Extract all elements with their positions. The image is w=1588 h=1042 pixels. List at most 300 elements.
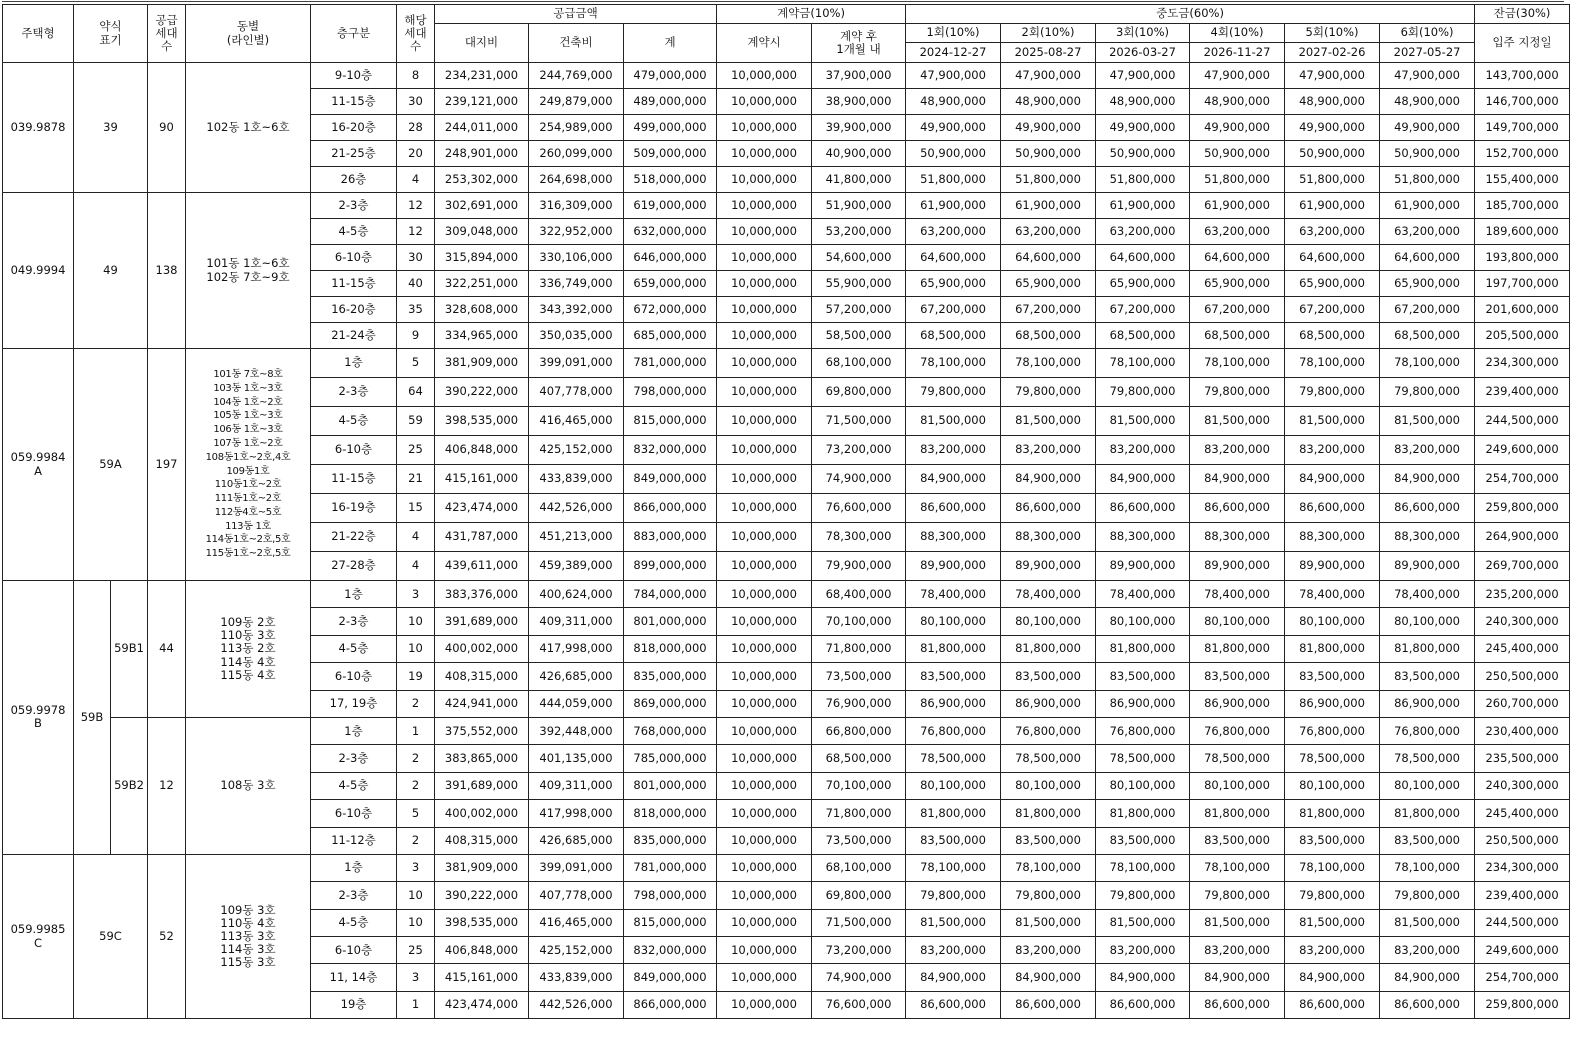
installment-1-amount: 76,800,000 xyxy=(906,717,1001,744)
installment-2-amount: 79,800,000 xyxy=(1001,882,1096,909)
floor-unit-count: 12 xyxy=(397,193,435,219)
col-header-land: 대지비 xyxy=(435,24,529,63)
floor-range: 27-28층 xyxy=(311,552,397,581)
contract-after-month: 57,200,000 xyxy=(812,297,906,323)
installment-6-amount: 84,900,000 xyxy=(1380,465,1475,494)
land-price: 406,848,000 xyxy=(435,436,529,465)
floor-range: 11-15층 xyxy=(311,89,397,115)
installment-2-amount: 51,800,000 xyxy=(1001,167,1096,193)
floor-range: 4-5층 xyxy=(311,909,397,936)
col-header-contract-after: 계약 후 1개월 내 xyxy=(812,24,906,63)
land-price: 408,315,000 xyxy=(435,827,529,854)
installment-1-amount: 49,900,000 xyxy=(906,115,1001,141)
installment-5-amount: 61,900,000 xyxy=(1285,193,1380,219)
col-header-installment-6: 6회(10%) xyxy=(1380,24,1475,43)
balance-amount: 152,700,000 xyxy=(1475,141,1570,167)
land-price: 390,222,000 xyxy=(435,882,529,909)
col-header-dong: 동별 (라인별) xyxy=(186,5,311,63)
installment-4-amount: 79,800,000 xyxy=(1190,378,1285,407)
installment-2-amount: 88,300,000 xyxy=(1001,523,1096,552)
building-price: 417,998,000 xyxy=(529,800,624,827)
contract-after-month: 79,900,000 xyxy=(812,552,906,581)
installment-2-amount: 49,900,000 xyxy=(1001,115,1096,141)
contract-after-month: 78,300,000 xyxy=(812,523,906,552)
installment-1-amount: 83,500,000 xyxy=(906,663,1001,690)
installment-3-amount: 63,200,000 xyxy=(1096,219,1190,245)
installment-1-amount: 83,200,000 xyxy=(906,937,1001,964)
dong-lines: 101동 1호~6호 102동 7호~9호 xyxy=(186,193,311,349)
contract-at-signing: 10,000,000 xyxy=(717,772,812,799)
unit-type: 059.9984 A xyxy=(3,349,74,581)
installment-4-amount: 63,200,000 xyxy=(1190,219,1285,245)
floor-unit-count: 1 xyxy=(397,717,435,744)
contract-at-signing: 10,000,000 xyxy=(717,523,812,552)
building-price: 451,213,000 xyxy=(529,523,624,552)
contract-after-month: 68,100,000 xyxy=(812,854,906,881)
installment-5-amount: 65,900,000 xyxy=(1285,271,1380,297)
installment-3-amount: 83,500,000 xyxy=(1096,663,1190,690)
land-price: 400,002,000 xyxy=(435,800,529,827)
building-price: 330,106,000 xyxy=(529,245,624,271)
floor-unit-count: 35 xyxy=(397,297,435,323)
total-price: 646,000,000 xyxy=(624,245,717,271)
installment-2-amount: 50,900,000 xyxy=(1001,141,1096,167)
total-price: 784,000,000 xyxy=(624,581,717,608)
installment-5-amount: 67,200,000 xyxy=(1285,297,1380,323)
installment-4-amount: 78,500,000 xyxy=(1190,745,1285,772)
building-price: 399,091,000 xyxy=(529,854,624,881)
balance-amount: 254,700,000 xyxy=(1475,465,1570,494)
installment-5-amount: 83,500,000 xyxy=(1285,663,1380,690)
balance-amount: 189,600,000 xyxy=(1475,219,1570,245)
installment-1-amount: 68,500,000 xyxy=(906,323,1001,349)
floor-range: 21-24층 xyxy=(311,323,397,349)
installment-4-amount: 81,800,000 xyxy=(1190,635,1285,662)
total-price: 499,000,000 xyxy=(624,115,717,141)
land-price: 248,901,000 xyxy=(435,141,529,167)
installment-5-amount: 84,900,000 xyxy=(1285,465,1380,494)
installment-2-amount: 78,400,000 xyxy=(1001,581,1096,608)
floor-unit-count: 12 xyxy=(397,219,435,245)
floor-range: 2-3층 xyxy=(311,608,397,635)
land-price: 415,161,000 xyxy=(435,964,529,991)
floor-unit-count: 4 xyxy=(397,552,435,581)
total-price: 849,000,000 xyxy=(624,964,717,991)
installment-4-amount: 88,300,000 xyxy=(1190,523,1285,552)
total-price: 685,000,000 xyxy=(624,323,717,349)
table-row xyxy=(3,349,1570,378)
contract-after-month: 70,100,000 xyxy=(812,608,906,635)
installment-4-amount: 51,800,000 xyxy=(1190,167,1285,193)
price-table-container xyxy=(2,4,1570,1019)
installment-3-amount: 81,800,000 xyxy=(1096,800,1190,827)
balance-amount: 235,500,000 xyxy=(1475,745,1570,772)
installment-4-amount: 68,500,000 xyxy=(1190,323,1285,349)
floor-range: 1층 xyxy=(311,581,397,608)
supply-units: 52 xyxy=(148,854,186,1018)
contract-at-signing: 10,000,000 xyxy=(717,494,812,523)
installment-6-amount: 83,500,000 xyxy=(1380,663,1475,690)
floor-unit-count: 2 xyxy=(397,827,435,854)
floor-unit-count: 5 xyxy=(397,800,435,827)
installment-4-amount: 49,900,000 xyxy=(1190,115,1285,141)
floor-unit-count: 15 xyxy=(397,494,435,523)
installment-2-amount: 81,500,000 xyxy=(1001,407,1096,436)
floor-unit-count: 59 xyxy=(397,407,435,436)
installment-3-amount: 78,100,000 xyxy=(1096,349,1190,378)
installment-2-amount: 86,600,000 xyxy=(1001,494,1096,523)
total-price: 869,000,000 xyxy=(624,690,717,717)
balance-amount: 205,500,000 xyxy=(1475,323,1570,349)
installment-6-amount: 76,800,000 xyxy=(1380,717,1475,744)
building-price: 416,465,000 xyxy=(529,909,624,936)
land-price: 322,251,000 xyxy=(435,271,529,297)
floor-range: 6-10층 xyxy=(311,245,397,271)
land-price: 391,689,000 xyxy=(435,608,529,635)
contract-after-month: 55,900,000 xyxy=(812,271,906,297)
floor-unit-count: 28 xyxy=(397,115,435,141)
building-price: 254,989,000 xyxy=(529,115,624,141)
balance-amount: 259,800,000 xyxy=(1475,991,1570,1018)
contract-after-month: 69,800,000 xyxy=(812,882,906,909)
balance-amount: 254,700,000 xyxy=(1475,964,1570,991)
installment-3-amount: 89,900,000 xyxy=(1096,552,1190,581)
total-price: 781,000,000 xyxy=(624,854,717,881)
building-price: 260,099,000 xyxy=(529,141,624,167)
installment-6-amount: 83,500,000 xyxy=(1380,827,1475,854)
installment-4-amount: 81,800,000 xyxy=(1190,800,1285,827)
installment-3-amount: 68,500,000 xyxy=(1096,323,1190,349)
floor-unit-count: 40 xyxy=(397,271,435,297)
building-price: 425,152,000 xyxy=(529,937,624,964)
installment-5-amount: 81,500,000 xyxy=(1285,909,1380,936)
installment-5-amount: 81,800,000 xyxy=(1285,635,1380,662)
installment-4-amount: 86,600,000 xyxy=(1190,494,1285,523)
floor-range: 16-19층 xyxy=(311,494,397,523)
total-price: 801,000,000 xyxy=(624,772,717,799)
abbr-label: 39 xyxy=(74,63,148,193)
contract-after-month: 71,800,000 xyxy=(812,635,906,662)
building-price: 409,311,000 xyxy=(529,772,624,799)
col-header-abbr: 약식 표기 xyxy=(74,5,148,63)
installment-4-amount: 83,500,000 xyxy=(1190,663,1285,690)
installment-5-amount: 81,500,000 xyxy=(1285,407,1380,436)
total-price: 768,000,000 xyxy=(624,717,717,744)
installment-1-amount: 80,100,000 xyxy=(906,772,1001,799)
installment-4-amount: 48,900,000 xyxy=(1190,89,1285,115)
building-price: 407,778,000 xyxy=(529,378,624,407)
installment-5-amount: 51,800,000 xyxy=(1285,167,1380,193)
land-price: 253,302,000 xyxy=(435,167,529,193)
building-price: 322,952,000 xyxy=(529,219,624,245)
col-header-supply: 공급금액 xyxy=(435,5,717,24)
installment-2-amount: 81,800,000 xyxy=(1001,800,1096,827)
balance-amount: 193,800,000 xyxy=(1475,245,1570,271)
contract-at-signing: 10,000,000 xyxy=(717,465,812,494)
abbr-label: 59C xyxy=(74,854,148,1018)
contract-after-month: 69,800,000 xyxy=(812,378,906,407)
floor-unit-count: 10 xyxy=(397,635,435,662)
installment-2-amount: 63,200,000 xyxy=(1001,219,1096,245)
installment-4-amount: 65,900,000 xyxy=(1190,271,1285,297)
building-price: 316,309,000 xyxy=(529,193,624,219)
installment-5-amount: 68,500,000 xyxy=(1285,323,1380,349)
total-price: 849,000,000 xyxy=(624,465,717,494)
installment-3-amount: 49,900,000 xyxy=(1096,115,1190,141)
installment-4-amount: 80,100,000 xyxy=(1190,772,1285,799)
installment-6-amount: 86,600,000 xyxy=(1380,494,1475,523)
installment-4-amount: 86,900,000 xyxy=(1190,690,1285,717)
contract-at-signing: 10,000,000 xyxy=(717,854,812,881)
installment-6-amount: 78,100,000 xyxy=(1380,854,1475,881)
balance-amount: 234,300,000 xyxy=(1475,854,1570,881)
floor-unit-count: 10 xyxy=(397,882,435,909)
contract-after-month: 74,900,000 xyxy=(812,964,906,991)
land-price: 383,376,000 xyxy=(435,581,529,608)
installment-6-amount: 83,200,000 xyxy=(1380,937,1475,964)
contract-at-signing: 10,000,000 xyxy=(717,271,812,297)
land-price: 239,121,000 xyxy=(435,89,529,115)
building-price: 401,135,000 xyxy=(529,745,624,772)
col-header-date-4: 2026-11-27 xyxy=(1190,43,1285,63)
contract-at-signing: 10,000,000 xyxy=(717,349,812,378)
installment-1-amount: 65,900,000 xyxy=(906,271,1001,297)
installment-5-amount: 86,600,000 xyxy=(1285,991,1380,1018)
abbr-label: 59B xyxy=(74,581,111,855)
dong-lines: 109동 3호 110동 4호 113동 3호 114동 3호 115동 3호 xyxy=(186,854,311,1018)
installment-6-amount: 49,900,000 xyxy=(1380,115,1475,141)
floor-unit-count: 10 xyxy=(397,608,435,635)
installment-1-amount: 51,800,000 xyxy=(906,167,1001,193)
installment-4-amount: 78,100,000 xyxy=(1190,349,1285,378)
balance-amount: 146,700,000 xyxy=(1475,89,1570,115)
balance-amount: 245,400,000 xyxy=(1475,635,1570,662)
total-price: 489,000,000 xyxy=(624,89,717,115)
floor-range: 21-22층 xyxy=(311,523,397,552)
contract-after-month: 53,200,000 xyxy=(812,219,906,245)
installment-6-amount: 50,900,000 xyxy=(1380,141,1475,167)
table-header xyxy=(3,5,1570,63)
balance-amount: 269,700,000 xyxy=(1475,552,1570,581)
contract-after-month: 71,500,000 xyxy=(812,909,906,936)
total-price: 798,000,000 xyxy=(624,378,717,407)
floor-range: 26층 xyxy=(311,167,397,193)
installment-5-amount: 83,200,000 xyxy=(1285,436,1380,465)
floor-range: 19층 xyxy=(311,991,397,1018)
floor-unit-count: 1 xyxy=(397,991,435,1018)
land-price: 424,941,000 xyxy=(435,690,529,717)
floor-unit-count: 3 xyxy=(397,964,435,991)
installment-4-amount: 79,800,000 xyxy=(1190,882,1285,909)
installment-2-amount: 48,900,000 xyxy=(1001,89,1096,115)
floor-range: 17, 19층 xyxy=(311,690,397,717)
contract-after-month: 76,900,000 xyxy=(812,690,906,717)
installment-2-amount: 83,200,000 xyxy=(1001,436,1096,465)
installment-6-amount: 80,100,000 xyxy=(1380,608,1475,635)
installment-5-amount: 49,900,000 xyxy=(1285,115,1380,141)
floor-range: 16-20층 xyxy=(311,297,397,323)
land-price: 383,865,000 xyxy=(435,745,529,772)
floor-range: 1층 xyxy=(311,349,397,378)
land-price: 302,691,000 xyxy=(435,193,529,219)
installment-4-amount: 78,400,000 xyxy=(1190,581,1285,608)
installment-3-amount: 86,600,000 xyxy=(1096,991,1190,1018)
floor-unit-count: 10 xyxy=(397,909,435,936)
installment-3-amount: 79,800,000 xyxy=(1096,882,1190,909)
land-price: 390,222,000 xyxy=(435,378,529,407)
installment-6-amount: 84,900,000 xyxy=(1380,964,1475,991)
total-price: 835,000,000 xyxy=(624,663,717,690)
building-price: 264,698,000 xyxy=(529,167,624,193)
contract-at-signing: 10,000,000 xyxy=(717,909,812,936)
installment-1-amount: 84,900,000 xyxy=(906,465,1001,494)
installment-4-amount: 76,800,000 xyxy=(1190,717,1285,744)
floor-range: 11, 14층 xyxy=(311,964,397,991)
contract-at-signing: 10,000,000 xyxy=(717,937,812,964)
installment-2-amount: 81,800,000 xyxy=(1001,635,1096,662)
contract-after-month: 38,900,000 xyxy=(812,89,906,115)
installment-4-amount: 83,200,000 xyxy=(1190,436,1285,465)
contract-at-signing: 10,000,000 xyxy=(717,378,812,407)
building-price: 442,526,000 xyxy=(529,494,624,523)
installment-6-amount: 86,900,000 xyxy=(1380,690,1475,717)
contract-at-signing: 10,000,000 xyxy=(717,115,812,141)
building-price: 336,749,000 xyxy=(529,271,624,297)
total-price: 883,000,000 xyxy=(624,523,717,552)
floor-unit-count: 4 xyxy=(397,167,435,193)
col-header-date-6: 2027-05-27 xyxy=(1380,43,1475,63)
contract-at-signing: 10,000,000 xyxy=(717,407,812,436)
installment-5-amount: 80,100,000 xyxy=(1285,608,1380,635)
balance-amount: 250,500,000 xyxy=(1475,827,1570,854)
installment-3-amount: 48,900,000 xyxy=(1096,89,1190,115)
balance-amount: 239,400,000 xyxy=(1475,378,1570,407)
contract-at-signing: 10,000,000 xyxy=(717,717,812,744)
contract-after-month: 37,900,000 xyxy=(812,63,906,89)
installment-1-amount: 61,900,000 xyxy=(906,193,1001,219)
installment-4-amount: 86,600,000 xyxy=(1190,991,1285,1018)
contract-at-signing: 10,000,000 xyxy=(717,245,812,271)
installment-5-amount: 78,100,000 xyxy=(1285,854,1380,881)
installment-6-amount: 61,900,000 xyxy=(1380,193,1475,219)
contract-after-month: 73,200,000 xyxy=(812,436,906,465)
installment-3-amount: 84,900,000 xyxy=(1096,465,1190,494)
land-price: 398,535,000 xyxy=(435,407,529,436)
installment-1-amount: 63,200,000 xyxy=(906,219,1001,245)
installment-6-amount: 63,200,000 xyxy=(1380,219,1475,245)
building-price: 417,998,000 xyxy=(529,635,624,662)
installment-6-amount: 81,500,000 xyxy=(1380,909,1475,936)
dong-lines: 101동 7호~8호 103동 1호~3호 104동 1호~2호 105동 1호~3호 106동 1호~3호 107동 1호~2호 108동1호~2호,4호 109동1호 110동1호~2호 111동1호~2호 112동4호~5호 113동 1호 114동1호~2호,5호 115동1호~2호,5호 xyxy=(186,349,311,581)
total-price: 798,000,000 xyxy=(624,882,717,909)
installment-3-amount: 80,100,000 xyxy=(1096,772,1190,799)
total-price: 672,000,000 xyxy=(624,297,717,323)
installment-1-amount: 80,100,000 xyxy=(906,608,1001,635)
contract-at-signing: 10,000,000 xyxy=(717,193,812,219)
floor-unit-count: 2 xyxy=(397,772,435,799)
installment-1-amount: 79,800,000 xyxy=(906,882,1001,909)
installment-2-amount: 84,900,000 xyxy=(1001,964,1096,991)
table-row xyxy=(3,581,1570,608)
col-header-date-5: 2027-02-26 xyxy=(1285,43,1380,63)
installment-5-amount: 50,900,000 xyxy=(1285,141,1380,167)
installment-6-amount: 83,200,000 xyxy=(1380,436,1475,465)
building-price: 444,059,000 xyxy=(529,690,624,717)
land-price: 406,848,000 xyxy=(435,937,529,964)
total-price: 866,000,000 xyxy=(624,494,717,523)
building-price: 442,526,000 xyxy=(529,991,624,1018)
abbr-label: 59A xyxy=(74,349,148,581)
installment-3-amount: 83,200,000 xyxy=(1096,937,1190,964)
installment-1-amount: 81,500,000 xyxy=(906,909,1001,936)
land-price: 381,909,000 xyxy=(435,854,529,881)
supply-units: 90 xyxy=(148,63,186,193)
col-header-total: 계 xyxy=(624,24,717,63)
contract-at-signing: 10,000,000 xyxy=(717,690,812,717)
installment-3-amount: 80,100,000 xyxy=(1096,608,1190,635)
installment-1-amount: 47,900,000 xyxy=(906,63,1001,89)
table-row xyxy=(3,63,1570,89)
installment-1-amount: 81,500,000 xyxy=(906,407,1001,436)
contract-after-month: 68,500,000 xyxy=(812,745,906,772)
installment-3-amount: 86,600,000 xyxy=(1096,494,1190,523)
land-price: 408,315,000 xyxy=(435,663,529,690)
contract-after-month: 76,600,000 xyxy=(812,991,906,1018)
total-price: 835,000,000 xyxy=(624,827,717,854)
installment-6-amount: 64,600,000 xyxy=(1380,245,1475,271)
installment-5-amount: 78,500,000 xyxy=(1285,745,1380,772)
floor-range: 4-5층 xyxy=(311,219,397,245)
installment-6-amount: 65,900,000 xyxy=(1380,271,1475,297)
table-row xyxy=(3,717,1570,744)
land-price: 244,011,000 xyxy=(435,115,529,141)
installment-2-amount: 83,500,000 xyxy=(1001,663,1096,690)
col-header-contract: 계약금(10%) xyxy=(717,5,906,24)
installment-5-amount: 63,200,000 xyxy=(1285,219,1380,245)
table-body xyxy=(3,63,1570,1019)
floor-unit-count: 5 xyxy=(397,349,435,378)
floor-range: 1층 xyxy=(311,717,397,744)
installment-2-amount: 61,900,000 xyxy=(1001,193,1096,219)
balance-amount: 249,600,000 xyxy=(1475,937,1570,964)
installment-6-amount: 78,400,000 xyxy=(1380,581,1475,608)
contract-at-signing: 10,000,000 xyxy=(717,745,812,772)
land-price: 400,002,000 xyxy=(435,635,529,662)
land-price: 334,965,000 xyxy=(435,323,529,349)
contract-after-month: 39,900,000 xyxy=(812,115,906,141)
contract-after-month: 73,500,000 xyxy=(812,663,906,690)
installment-6-amount: 78,100,000 xyxy=(1380,349,1475,378)
contract-after-month: 73,200,000 xyxy=(812,937,906,964)
floor-unit-count: 20 xyxy=(397,141,435,167)
unit-type: 059.9985 C xyxy=(3,854,74,1018)
installment-2-amount: 83,500,000 xyxy=(1001,827,1096,854)
contract-at-signing: 10,000,000 xyxy=(717,635,812,662)
land-price: 375,552,000 xyxy=(435,717,529,744)
floor-unit-count: 3 xyxy=(397,854,435,881)
total-price: 785,000,000 xyxy=(624,745,717,772)
installment-4-amount: 83,500,000 xyxy=(1190,827,1285,854)
balance-amount: 239,400,000 xyxy=(1475,882,1570,909)
installment-5-amount: 86,900,000 xyxy=(1285,690,1380,717)
installment-6-amount: 48,900,000 xyxy=(1380,89,1475,115)
building-price: 350,035,000 xyxy=(529,323,624,349)
installment-4-amount: 80,100,000 xyxy=(1190,608,1285,635)
installment-6-amount: 88,300,000 xyxy=(1380,523,1475,552)
installment-1-amount: 78,100,000 xyxy=(906,349,1001,378)
installment-3-amount: 83,200,000 xyxy=(1096,436,1190,465)
floor-range: 21-25층 xyxy=(311,141,397,167)
